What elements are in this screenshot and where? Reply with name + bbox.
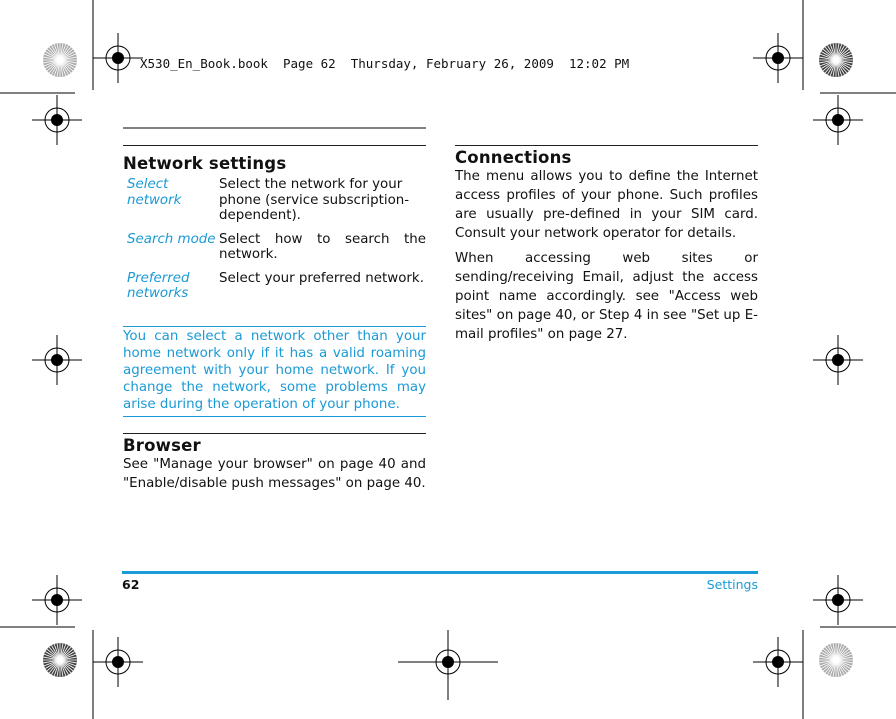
definition-table <box>127 177 426 302</box>
right-column <box>455 145 758 350</box>
section-name: Settings <box>706 577 758 592</box>
definition: Select the network for your phone (service subscription-dependent). <box>219 177 410 223</box>
crosshair-mark-icon <box>832 594 844 606</box>
note-box: You can select a network other than your home network only if it has a valid roaming agreement with your home network. If you change the network, some problems may arise during the operation of your phone. <box>123 326 426 417</box>
browser-text: See "Manage your browser" on page 40 and "Enable/disable push messages" on page 40. <box>123 456 426 491</box>
network-settings-heading: Network settings <box>123 154 287 173</box>
crosshair-mark-icon <box>832 114 844 126</box>
crosshair-mark-icon <box>51 594 63 606</box>
definition: Select how to search the network. <box>219 231 426 262</box>
connections-para-2: When accessing web sites or sending/receiving Email, adjust the access point name accordingly. see "Access web sites" on page 40, or Step 4 in see "Set up E-mail profiles" on page 27. <box>455 251 758 342</box>
left-column <box>123 145 426 499</box>
crosshair-mark-icon <box>832 354 844 366</box>
term: Select network <box>127 177 182 208</box>
crosshair-mark-icon <box>51 114 63 126</box>
crosshair-mark-icon <box>772 52 784 64</box>
definition-row <box>127 177 426 224</box>
definition-row <box>127 271 426 302</box>
page-footer <box>122 571 758 592</box>
crosshair-mark-icon <box>51 354 63 366</box>
definition-row <box>127 232 426 263</box>
print-header: X530_En_Book.book Page 62 Thursday, February 26, 2009 12:02 PM <box>140 56 630 71</box>
crosshair-mark-icon <box>772 656 784 668</box>
crosshair-mark-icon <box>112 52 124 64</box>
page-number: 62 <box>122 577 140 592</box>
crosshair-mark-icon <box>112 656 124 668</box>
term: Preferred networks <box>127 270 190 301</box>
definition: Select your preferred network. <box>219 270 424 286</box>
browser-heading: Browser <box>123 435 201 455</box>
connections-para-1: The menu allows you to define the Internet access profiles of your phone. Such profiles are usually pre-defined in your SIM card. Consult your network operator for details. <box>455 169 758 241</box>
connections-heading: Connections <box>455 148 572 167</box>
term: Search mode <box>127 231 216 247</box>
